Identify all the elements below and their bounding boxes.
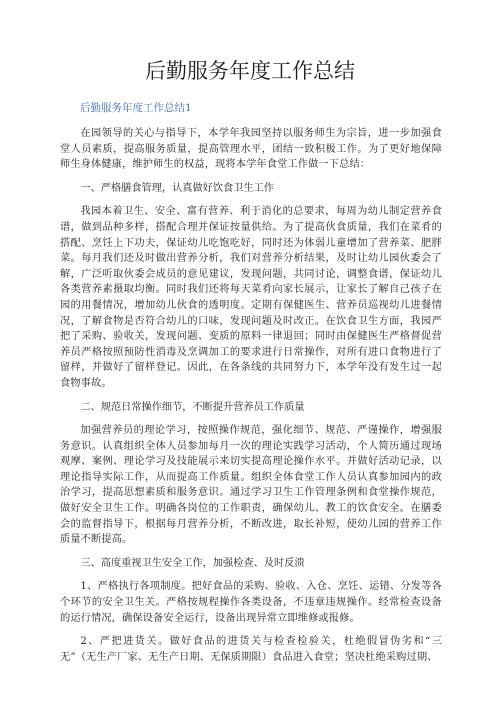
section-heading-3: 三、高度重视卫生安全工作，加强检查、及时反溃 <box>80 557 305 569</box>
section-heading-1: 一、严格膳食管理，认真做好饮食卫生工作 <box>80 182 274 194</box>
document-body <box>60 126 442 665</box>
section-3-item-1: 1、严格执行各项制度。把好食品的采购、验收、入仓、烹饪、运错、分发等各个环节的安全卫生关。严格按规程操作各类设备，不违章违规操作。经常检查设备的运行情况，确保设备安全运行，设备出现异常立即维修或报修。 <box>60 581 442 624</box>
intro-paragraph: 在园领导的关心与指导下，本学年我园坚持以服务师生为宗旨，进一步加强食堂人员素质，提高服务质量，提高管理水平，团结一致积极工作。为了更好地保障师生身体健康，维护师生的权益，现将本学年食堂工作做一下总结： <box>60 128 442 171</box>
section-2-paragraph: 加强营养员的理论学习，按照操作规范，强化细节、规范、严谨操作，增强服务意识。认真组织全体人员参加每月一次的理论实践学习活动，个人简历通过现场观摩、案例、理论学习及技能展示来切实提高理论操作水平。并做好活动记录，以理论指导实际工作，从而提高工作质量。组织全体食堂工作人员认真参加园内的政治学习，提高思想素质和服务意识。通过学习卫生工作管理条例和食堂操作规范，做好安全卫生工作。明确各岗位的工作职责，确保幼儿、教工的饮食安全。在膳委会的监督指导下，根据每月营养分析，不断改进，取长补短，使幼儿园的营养工作质量不断提高。 <box>60 425 442 546</box>
section-3-item-2: 2、严把进货关。做好食品的进货关与检查检验关，杜绝假冒伪劣和“三 无”（无生产厂家、无生产日期、无保质期限）食品进入食堂；坚决杜绝采购过期、 <box>60 636 442 663</box>
section-subtitle: 后勤服务年度工作总结1 <box>80 102 192 114</box>
section-1-paragraph: 我园本着卫生、安全、富有营养、利于消化的总要求，每周为幼儿制定营养食谱，做到品种多样，搭配合理并保证按量供给。为了提高伙食质量，我们在菜肴的搭配、烹饪上下功夫，保证幼儿吃饱吃好，同时还为体弱儿童增加了营养菜、肥胖菜。每月我们还及时做出营养分析，我们对营养分析结果，及时让幼儿园伙委会了解，广泛听取伙委会成员的意见建议，发现问题，共同讨论，调整食谱，保证幼儿各类营养素摄取均衡。同时我们还将每天菜肴向家长展示，让家长了解自己孩子在园的用餐情况，增加幼儿伙食的透明度。定期有保健医生、营养员巡视幼儿进餐情况，了解食物是否符合幼儿的口味，发现问题及时改正。在饮食卫生方面，我园严把了采购、验收关，发现问题、变质的原料一律退回；同时由保健医生严格督促营养员严格按照预防性消毒及烹调加工的要求进行日常操作，对所有进口食物进行了留样，并做好了留样登记。因此，在各条线的共同努力下，本学年没有发生过一起食物事故。 <box>60 206 442 389</box>
section-heading-2: 二、规范日常操作细节，不断提升营养员工作质量 <box>80 401 305 413</box>
page-title: 后勤服务年度工作总结 <box>145 59 355 83</box>
